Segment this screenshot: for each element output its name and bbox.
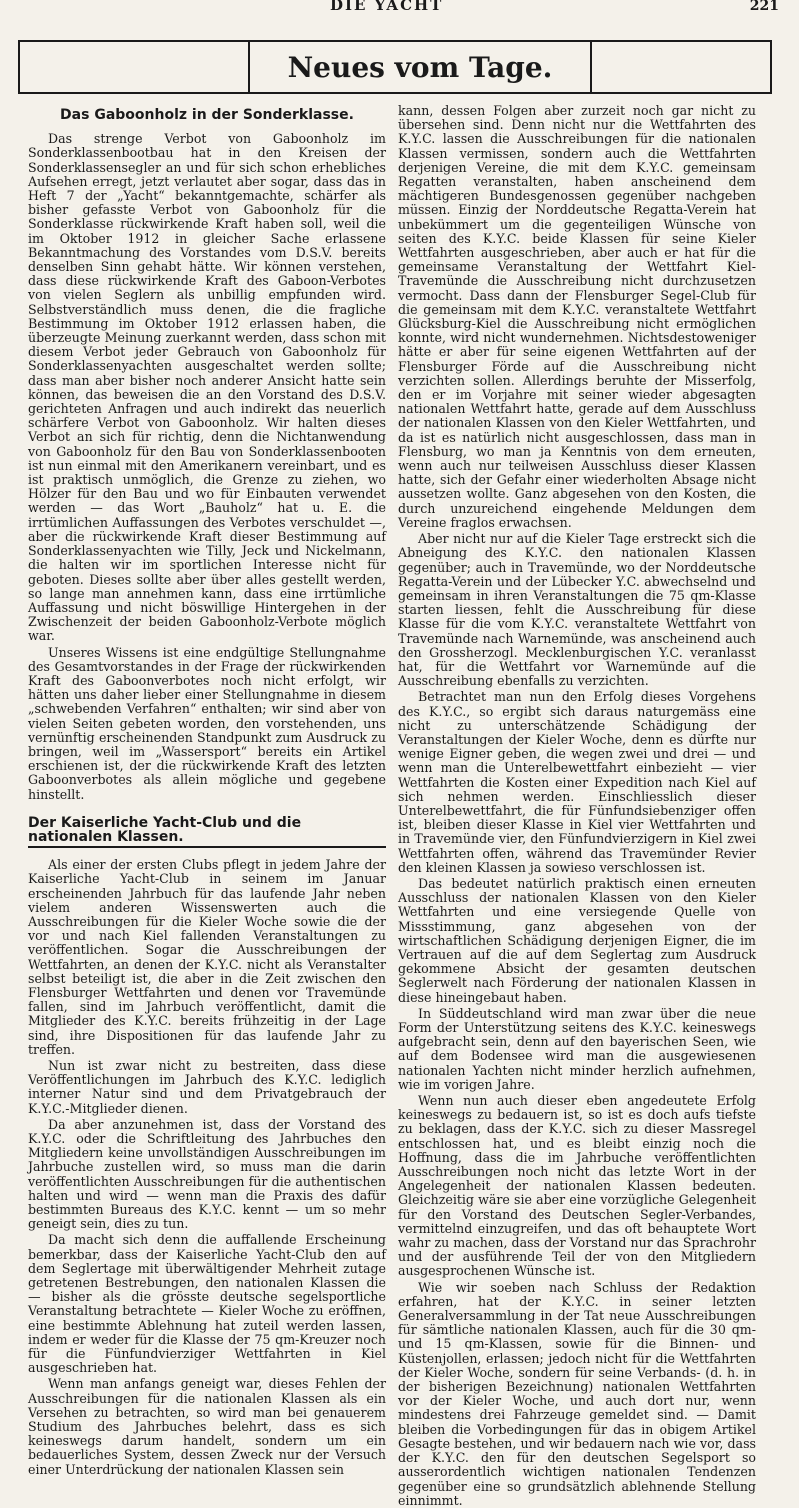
article2-paragraph: Betrachtet man nun den Erfolg dieses Vorgehens des K.Y.C., so ergibt sich daraus naturgemäss eine nicht zu unterschätzende Schädigung der Veranstaltungen der Kieler Woche, denn es dürfte nur wenige Eigner geben, die wegen zwei und drei — und wenn man die Unterelbewettfahrt einbezieht — vier Wettfahrten die Kosten einer Expedition nach Kiel auf sich nehmen werden. Einschliesslich dieser Unterelbewettfahrt, die für Fünfundsiebenziger offen ist, bleiben dieser Klasse in Kiel vier Wettfahrten und in Travemünde vier, den Fünfundvierzigern in Kiel zwei Wettfahrten offen, während das Travemünder Revier den kleinen Klassen ja sowieso verschlossen ist. bbox=[398, 689, 756, 875]
article2-paragraph: Nun ist zwar nicht zu bestreiten, dass diese Veröffentlichungen im Jahrbuch des K.Y.C. lediglich interner Natur sind und dem Privatgebrauch der K.Y.C.-Mitglieder dienen. bbox=[28, 1058, 386, 1116]
article2-paragraph: In Süddeutschland wird man zwar über die neue Form der Unterstützung seitens des K.Y.C. keineswegs aufgebracht sein, denn auf den bayerischen Seen, wie auf dem Bodensee wird man die ausgewiesenen nationalen Yachten nicht minder herzlich aufnehmen, wie im vorigen Jahre. bbox=[398, 1005, 756, 1092]
article2-paragraph: Aber nicht nur auf die Kieler Tage erstreckt sich die Abneigung des K.Y.C. den nationalen Klassen gegenüber; auch in Travemünde, wo der Norddeutsche Regatta-Verein und der Lübecker Y.C. abwechselnd und gemeinsam in ihren Veranstaltungen die 75 qm-Klasse starten liessen, fehlt die Ausschreibung für diese Klasse für die vom K.Y.C. veranstaltete Wettfahrt von Travemünde nach Warnemünde, was anscheinend auch den Grossherzogl. Mecklenburgischen Y.C. veranlasst hat, für die Wettfahrt vor Warnemünde auf die Ausschreibung ebenfalls zu verzichten. bbox=[398, 531, 756, 689]
article1-heading: Das Gaboonholz in der Sonderklasse. bbox=[60, 107, 354, 123]
article2-paragraph: Das bedeutet natürlich praktisch einen erneuten Ausschluss der nationalen Klassen von den Kieler Wettfahrten und eine versiegende Quelle von Missstimmung, ganz abgesehen von der wirtschaftlichen Schädigung derjenigen Eigner, die im Vertrauen auf die auf dem Seglertag zum Ausdruck gekommene Absicht der gesamten deutschen Seglerwelt nach Förderung der nationalen Klassen in diese hineingebaut haben. bbox=[398, 875, 756, 1005]
article2-paragraph: Als einer der ersten Clubs pflegt in jedem Jahre der Kaiserliche Yacht-Club in seinem im Januar erscheinenden Jahrbuch für das laufende Jahr neben vielem anderen Wissenswerten auch die Ausschreibungen für die Kieler Woche sowie die der vor und nach Kiel fallenden Veranstaltungen zu veröffentlichen. Sogar die Ausschreibungen der Wettfahrten, an denen der K.Y.C. nicht als Veranstalter selbst beteiligt ist, die aber in die Zeit zwischen den Flensburger Wettfahrten und denen vor Travemünde fallen, sind im Jahrbuch veröffentlicht, damit die Mitglieder des K.Y.C. bereits frühzeitig in der Lage sind, ihre Dispositionen für das laufende Jahr zu treffen. bbox=[28, 857, 386, 1057]
section-title: Neues vom Tage. bbox=[287, 50, 553, 84]
banner-right-panel bbox=[590, 42, 770, 92]
banner-left-panel bbox=[20, 42, 250, 92]
journal-title: DIE YACHT bbox=[330, 0, 444, 14]
article2-paragraph: Wenn man anfangs geneigt war, dieses Fehlen der Ausschreibungen für die nationalen Klassen als ein Versehen zu betrachten, so wird man bei genauerem Studium des Jahrbuches belehrt, dass es sich keineswegs darum handelt, sondern um ein bedauerliches System, dessen Zweck nur der Versuch einer Unterdrückung der nationalen Klassen sein bbox=[28, 1376, 386, 1477]
article2-heading: Der Kaiserliche Yacht-Club und die nationalen Klassen. bbox=[28, 816, 386, 848]
article2-paragraph: kann, dessen Folgen aber zurzeit noch gar nicht zu übersehen sind. Denn nicht nur die Wettfahrten des K.Y.C. lassen die Ausschreibungen für die nationalen Klassen vermissen, sondern auch die Wettfahrten derjenigen Vereine, die mit dem K.Y.C. gemeinsam Regatten veranstalten, haben anscheinend dem mächtigeren Bundesgenossen gegenüber nachgeben müssen. Einzig der Norddeutsche Regatta-Verein hat unbekümmert um die gegenteiligen Wünsche von seiten des K.Y.C. beide Klassen für seine Kieler Wettfahrten ausgeschrieben, aber auch er hat für die gemeinsame Veranstaltung der Wettfahrt Kiel-Travemünde die Ausschreibung nicht durchzusetzen vermocht. Dass dann der Flensburger Segel-Club für die gemeinsam mit dem K.Y.C. veranstaltete Wettfahrt Glücksburg-Kiel die Ausschreibung nicht ermöglichen konnte, wird nicht wundernehmen. Nichtsdestoweniger hätte er aber für seine eigenen Wettfahrten auf der Flensburger Förde auf die Ausschreibung nicht verzichten sollen. Allerdings beruhte der Misserfolg, den er im Vorjahre mit seiner wieder abgesagten nationalen Wettfahrt hatte, gerade auf dem Ausschluss der nationalen Klassen von den Kieler Wettfahrten, und da ist es natürlich nicht ausgeschlossen, dass man in Flensburg, wo man ja Kenntnis von dem erneuten, wenn auch nur teilweisen Ausschluss dieser Klassen hatte, sich der Gefahr einer wiederholten Absage nicht aussetzen wollte. Ganz abgesehen von den Kosten, die durch unzureichend eingehende Meldungen dem Vereine fraglos erwachsen. bbox=[398, 103, 756, 530]
article2-paragraph: Da aber anzunehmen ist, dass der Vorstand des K.Y.C. oder die Schriftleitung des Jahrbuches den Mitgliedern keine unvollständigen Ausschreibungen im Jahrbuche zustellen wird, so muss man die darin veröffentlichten Ausschreibungen für die authentischen halten und wird — wenn man die Praxis des dafür bestimmten Bureaus des K.Y.C. kennt — um so mehr geneigt sein, dies zu tun. bbox=[28, 1116, 386, 1232]
article2-paragraph: Wenn nun auch dieser eben angedeutete Erfolg keineswegs zu bedauern ist, so ist es doch aufs tiefste zu beklagen, dass der K.Y.C. sich zu dieser Massregel entschlossen hat, und es bleibt einzig noch die Hoffnung, dass die im Jahrbuche veröffentlichten Ausschreibungen noch nicht das letzte Wort in der Angelegenheit der nationalen Klassen bedeuten. Gleichzeitig wäre sie aber eine vorzügliche Gelegenheit für den Vorstand des Deutschen Segler-Verbandes, vermittelnd einzugreifen, und das oft behauptete Wort wahr zu machen, dass der Vorstand nur das Sprachrohr und der ausführende Teil der von den Mitgliedern ausgesprochenen Wünsche ist. bbox=[398, 1093, 756, 1279]
section-banner bbox=[18, 40, 772, 94]
left-column bbox=[28, 104, 386, 1477]
right-column bbox=[398, 103, 756, 1508]
running-head bbox=[0, 0, 799, 18]
article1-paragraph: Unseres Wissens ist eine endgültige Stellungnahme des Gesamtvorstandes in der Frage der rückwirkenden Kraft des Gaboonverbotes noch nicht erfolgt, wir hätten uns daher lieber einer Stellungnahme in diesem „schwebenden Verfahren“ enthalten; wir sind aber von vielen Seiten gebeten worden, den vorstehenden, uns vernünftig erscheinenden Standpunkt zum Ausdruck zu bringen, weil im „Wassersport“ bereits ein Artikel erschienen ist, der die rückwirkende Kraft des letzten Gaboonverbotes als allein mögliche und gegebene hinstellt. bbox=[28, 644, 386, 802]
article2-paragraph: Da macht sich denn die auffallende Erscheinung bemerkbar, dass der Kaiserliche Yacht-Club den auf dem Seglertage mit überwältigender Mehrheit zutage getretenen Bestrebungen, den nationalen Klassen die — bisher als die grösste deutsche segelsportliche Veranstaltung betrachtete — Kieler Woche zu eröffnen, eine bestimmte Ablehnung hat zuteil werden lassen, indem er weder für die Klasse der 75 qm-Kreuzer noch für die Fünfundvierziger Wettfahrten in Kiel ausgeschrieben hat. bbox=[28, 1232, 386, 1376]
article1-paragraph: Das strenge Verbot von Gaboonholz im Sonderklassenbootbau hat in den Kreisen der Sonderklassensegler an und für sich schon erhebliches Aufsehen erregt, jetzt verlautet aber sogar, dass das in Heft 7 der „Yacht“ bekanntgemachte, schärfer als bisher gefasste Verbot von Gaboonholz für die Sonderklasse rückwirkende Kraft haben soll, weil die im Oktober 1912 in gleicher Sache erlassene Bekanntmachung des Vorstandes vom D.S.V. bereits denselben Sinn gehabt hätte. Wir können verstehen, dass diese rückwirkende Kraft des Gaboon-Verbotes von vielen Seglern als unbillig empfunden wird. Selbstverständlich muss denen, die die fragliche Bestimmung im Oktober 1912 erlassen haben, die überzeugte Meinung zuerkannt werden, dass schon mit diesem Verbot jeder Gebrauch von Gaboonholz für Sonderklassenyachten ausgeschaltet werden sollte; dass man aber bisher noch anderer Ansicht hatte sein können, das beweisen die an den Vorstand des D.S.V. gerichteten Anfragen und auch indirekt das neuerlich schärfere Verbot von Gaboonholz. Wir halten dieses Verbot an sich für richtig, denn die Nichtanwendung von Gaboonholz für den Bau von Sonderklassenbooten ist nun einmal mit den Amerikanern vereinbart, und es ist praktisch unmöglich, die Grenze zu ziehen, wo Hölzer für den Bau und wo für Einbauten verwendet werden — das Wort „Bauholz“ hat u. E. die irrtümlichen Auffassungen des Verbotes verschuldet —, aber die rückwirkende Kraft dieser Bestimmung auf Sonderklassenyachten wie Tilly, Jeck und Nickelmann, die halten wir im sportlichen Interesse nicht für geboten. Dieses sollte aber über alles gestellt werden, so lange man annehmen kann, dass eine irrtümliche Auffassung und nicht böswillige Hintergehen in der Zwischenzeit der beiden Gaboonholz-Verbote möglich war. bbox=[28, 131, 386, 644]
page-number: 221 bbox=[749, 0, 779, 14]
article2-paragraph: Wie wir soeben nach Schluss der Redaktion erfahren, hat der K.Y.C. in seiner letzten Generalversammlung in der Tat neue Ausschreibungen für sämtliche nationalen Klassen, auch für die 30 qm- und 15 qm-Klassen, sowie für die Binnen- und Küstenjollen, erlassen; jedoch nicht für die Wettfahrten der Kieler Woche, sondern für seine Verbands- (d. h. in der bisherigen Bezeichnung) nationalen Wettfahrten vor der Kieler Woche, und auch dort nur, wenn mindestens drei Fahrzeuge gemeldet sind. — Damit bleiben die Vorbedingungen für das in obigem Artikel Gesagte bestehen, und wir bedauern nach wie vor, dass der K.Y.C. den für den deutschen Segelsport so ausserordentlich wichtigen nationalen Tendenzen gegenüber eine so grundsätzlich ablehnende Stellung einnimmt. bbox=[398, 1279, 756, 1508]
